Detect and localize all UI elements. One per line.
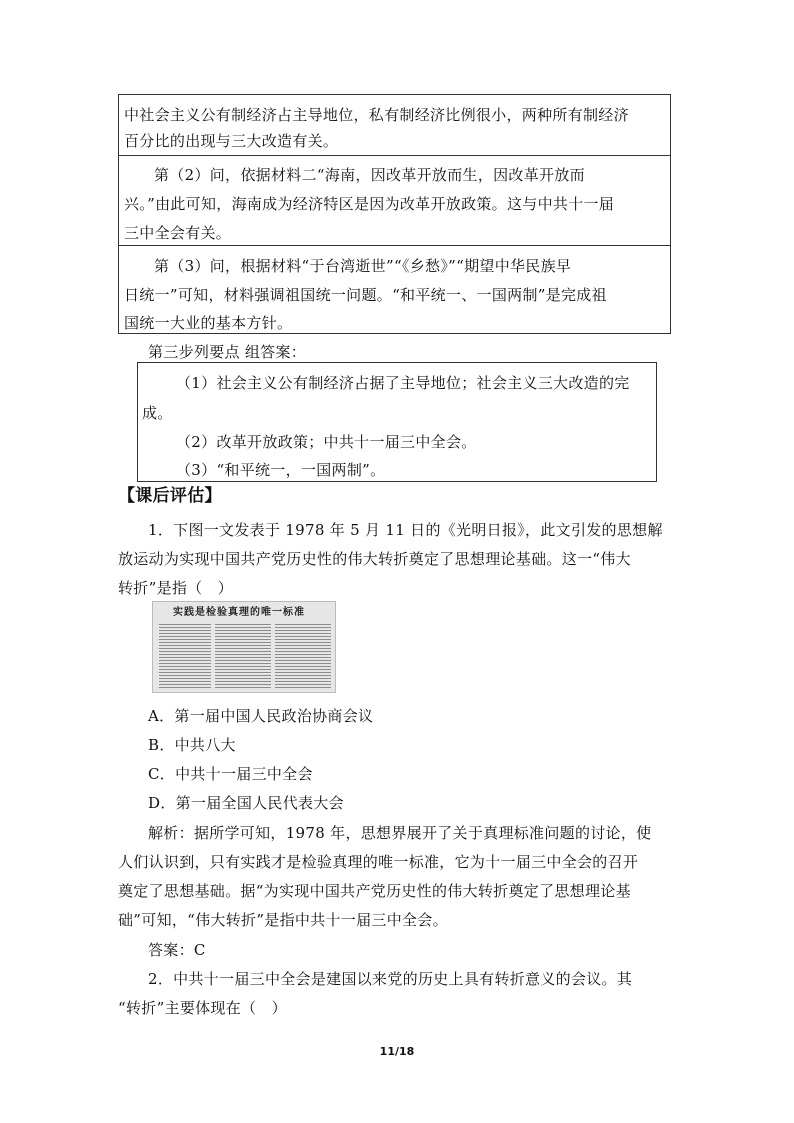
table-row3-line2: 日统一”可知，材料强调祖国统一问题。“和平统一、一国两制”是完成祖 [124,286,607,304]
answer-line4: （3）“和平统一，一国两制”。 [176,461,386,479]
newspaper-image [152,601,336,693]
section-header: 【课后评估】 [118,486,222,506]
newspaper-headline: 实践是检验真理的唯一标准 [173,607,305,618]
answer-line3: （2）改革开放政策；中共十一届三中全会。 [176,433,477,451]
q1-analysis-line4: 础”可知，“伟大转折”是指中共十一届三中全会。 [118,911,448,929]
table-row1-line1: 中社会主义公有制经济占主导地位，私有制经济比例很小，两种所有制经济 [124,106,629,124]
q1-option-d: D．第一届全国人民代表大会 [148,794,344,812]
table-row3-line3: 国统一大业的基本方针。 [124,314,293,332]
newspaper-text-block [215,624,271,688]
q1-stem-line2: 放运动为实现中国共产党历史性的伟大转折奠定了思想理论基础。这一“伟大 [118,550,631,568]
newspaper-text-block [159,624,211,688]
q1-option-a: A．第一届中国人民政治协商会议 [148,707,374,725]
q1-analysis-line1: 解析：据所学可知，1978 年，思想界展开了关于真理标准问题的讨论，使 [148,824,652,842]
q1-stem-line1: 1．下图一文发表于 1978 年 5 月 11 日的《光明日报》，此文引发的思想解 [148,521,663,539]
newspaper-text-block [275,624,331,688]
answer-line1: （1）社会主义公有制经济占据了主导地位；社会主义三大改造的完 [176,374,630,392]
q1-analysis-line3: 奠定了思想基础。据“为实现中国共产党历史性的伟大转折奠定了思想理论基 [118,882,631,900]
table-divider [118,245,671,246]
q1-option-c: C．中共十一届三中全会 [148,765,313,783]
table-row1-line2: 百分比的出现与三大改造有关。 [124,132,339,150]
page-number: 11/18 [379,1045,415,1058]
table-row2-line1: 第（2）问，依据材料二“海南，因改革开放而生，因改革开放而 [154,166,585,184]
q2-stem-line2: “转折”主要体现在（ ） [118,999,287,1017]
q1-analysis-line2: 人们认识到，只有实践才是检验真理的唯一标准，它为十一届三中全会的召开 [118,853,639,871]
table-divider [118,155,671,156]
q1-answer: 答案：C [148,941,206,959]
table-row2-line2: 兴。”由此可知，海南成为经济特区是因为改革开放政策。这与中共十一届 [124,195,615,213]
q2-stem-line1: 2．中共十一届三中全会是建国以来党的历史上具有转折意义的会议。其 [148,970,633,988]
q1-stem-line3: 转折”是指（ ） [118,579,234,597]
table-row3-line1: 第（3）问，根据材料“于台湾逝世”“《乡愁》”“期望中华民族早 [154,257,572,275]
q1-option-b: B．中共八大 [148,736,236,754]
answer-line2: 成。 [142,404,173,422]
table-row2-line3: 三中全会有关。 [124,224,232,242]
step3-label: 第三步列要点 组答案： [148,343,307,361]
